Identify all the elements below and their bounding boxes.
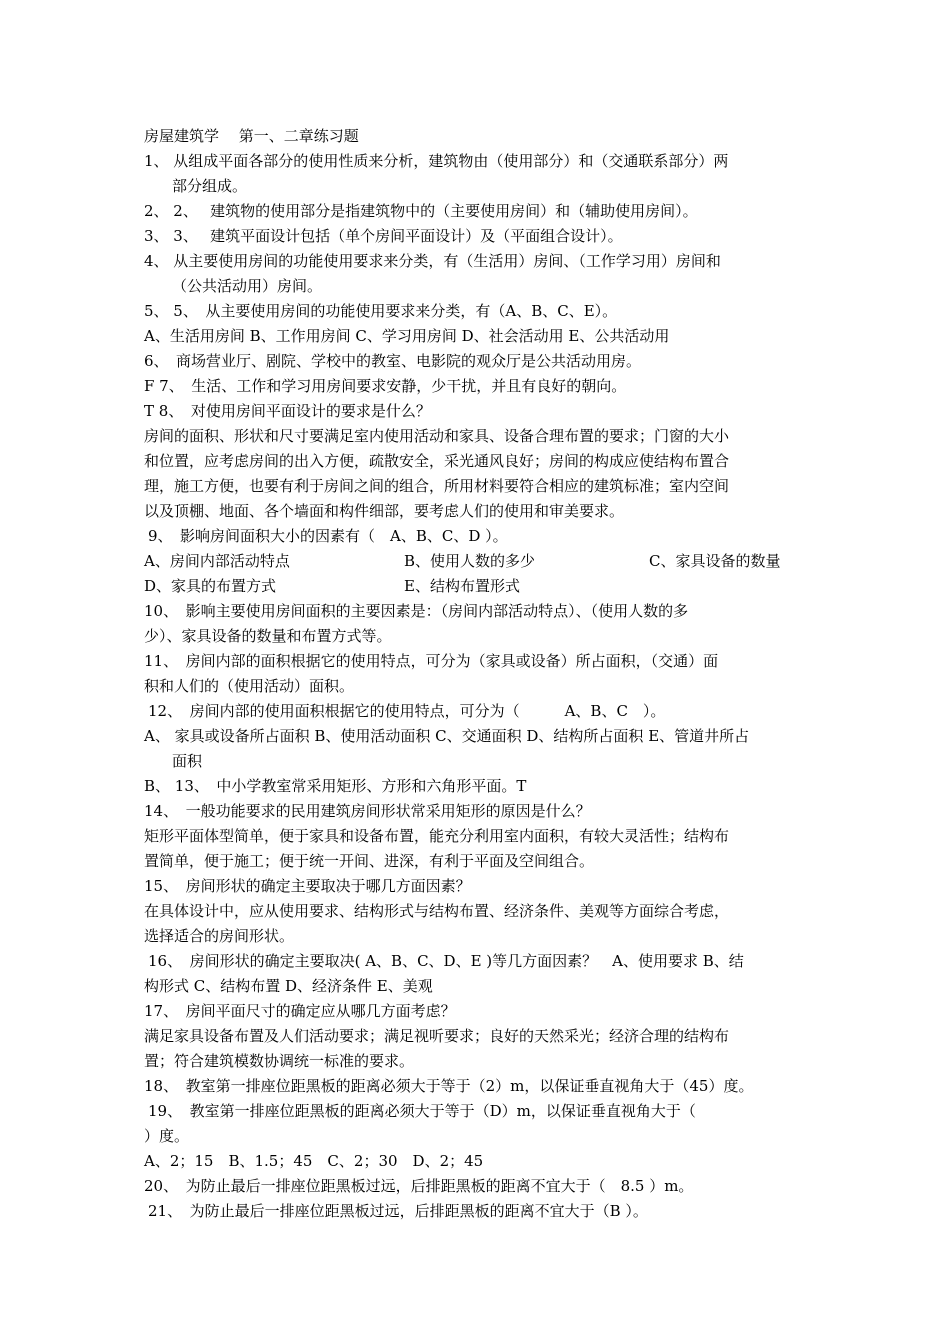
q2-line: 2、 2、 建筑物的使用部分是指建筑物中的（主要使用房间）和（辅助使用房间）。 <box>144 202 698 220</box>
document-title: 房屋建筑学 第一、二章练习题 <box>144 127 359 145</box>
q9-options-row-2 <box>144 574 812 599</box>
q12-options: A、 家具或设备所占面积 B、使用活动面积 C、交通面积 D、结构所占面积 E、管道井所占 <box>144 727 750 745</box>
q9-option-e: E、结构布置形式 <box>404 577 520 595</box>
document-body <box>144 124 812 1224</box>
q8-line: T 8、 对使用房间平面设计的要求是什么？ <box>144 402 431 420</box>
q14-line: 14、 一般功能要求的民用建筑房间形状常采用矩形的原因是什么？ <box>144 802 591 820</box>
q4-line: 4、 从主要使用房间的功能使用要求来分类，有（生活用）房间、（工作学习用）房间和 <box>144 252 721 270</box>
q9-option-c: C、家具设备的数量 <box>649 552 781 570</box>
q16-line-cont: 构形式 C、结构布置 D、经济条件 E、美观 <box>144 977 433 995</box>
q15-line: 15、 房间形状的确定主要取决于哪几方面因素？ <box>144 877 471 895</box>
q17-line: 17、 房间平面尺寸的确定应从哪几方面考虑？ <box>144 1002 456 1020</box>
q19-line-cont: ）度。 <box>144 1127 190 1145</box>
q8-answer-1: 房间的面积、形状和尺寸要满足室内使用活动和家具、设备合理布置的要求；门窗的大小 <box>144 427 730 445</box>
q10-line-cont: 少）、家具设备的数量和布置方式等。 <box>144 627 392 645</box>
q12-options-cont: 面积 <box>172 752 203 770</box>
q8-answer-2: 和位置，应考虑房间的出入方便，疏散安全，采光通风良好；房间的构成应使结构布置合 <box>144 452 730 470</box>
q15-answer-2: 选择适合的房间形状。 <box>144 927 295 945</box>
q6-line: 6、 商场营业厅、剧院、学校中的教室、电影院的观众厅是公共活动用房。 <box>144 352 642 370</box>
q11-line: 11、 房间内部的面积根据它的使用特点，可分为（家具或设备）所占面积，（交通）面 <box>144 652 719 670</box>
q1-line-cont: 部分组成。 <box>172 177 248 195</box>
q8-answer-3: 理，施工方便，也要有利于房间之间的组合，所用材料要符合相应的建筑标准；室内空间 <box>144 477 730 495</box>
q5-options: A、生活用房间 B、工作用房间 C、学习用房间 D、社会活动用 E、公共活动用 <box>144 327 670 345</box>
q10-line: 10、 影响主要使用房间面积的主要因素是：（房间内部活动特点）、（使用人数的多 <box>144 602 689 620</box>
q19-line: 19、 教室第一排座位距黑板的距离必须大于等于（D）m，以保证垂直视角大于（ <box>148 1102 696 1120</box>
q1-line: 1、 从组成平面各部分的使用性质来分析，建筑物由（使用部分）和（交通联系部分）两 <box>144 152 729 170</box>
q9-option-a: A、房间内部活动特点 <box>144 552 290 570</box>
q9-option-empty <box>649 574 812 599</box>
q9-option-b: B、使用人数的多少 <box>404 552 536 570</box>
q9-line: 9、 影响房间面积大小的因素有（ A、B、C、D ）。 <box>148 527 508 545</box>
q3-line: 3、 3、 建筑平面设计包括（单个房间平面设计）及（平面组合设计）。 <box>144 227 623 245</box>
q9-option-d: D、家具的布置方式 <box>144 577 277 595</box>
q9-options-row-1 <box>144 549 812 574</box>
q17-answer-1: 满足家具设备布置及人们活动要求；满足视听要求；良好的天然采光；经济合理的结构布 <box>144 1027 730 1045</box>
q17-answer-2: 置；符合建筑模数协调统一标准的要求。 <box>144 1052 415 1070</box>
q5-line: 5、 5、 从主要使用房间的功能使用要求来分类，有（A、B、C、E）。 <box>144 302 618 320</box>
q13-line: B、 13、 中小学教室常采用矩形、方形和六角形平面。T <box>144 777 527 795</box>
q14-answer-1: 矩形平面体型简单，便于家具和设备布置，能充分利用室内面积，有较大灵活性；结构布 <box>144 827 730 845</box>
q8-answer-4: 以及顶棚、地面、各个墙面和构件细部，要考虑人们的使用和审美要求。 <box>144 502 625 520</box>
q16-line: 16、 房间形状的确定主要取决( A、B、C、D、E )等几方面因素？ A、使用要求 B、结 <box>148 952 744 970</box>
q15-answer-1: 在具体设计中，应从使用要求、结构形式与结构布置、经济条件、美观等方面综合考虑， <box>144 902 730 920</box>
q14-answer-2: 置简单，便于施工；便于统一开间、进深，有利于平面及空间组合。 <box>144 852 595 870</box>
q18-line: 18、 教室第一排座位距黑板的距离必须大于等于（2）m，以保证垂直视角大于（45）度。 <box>144 1077 754 1095</box>
q11-line-cont: 积和人们的（使用活动）面积。 <box>144 677 355 695</box>
q19-options: A、2；15 B、1.5；45 C、2；30 D、2；45 <box>144 1152 484 1170</box>
q20-line: 20、 为防止最后一排座位距黑板过远，后排距黑板的距离不宜大于（ 8.5 ）m。 <box>144 1177 694 1195</box>
q7-line: F 7、 生活、工作和学习用房间要求安静，少干扰，并且有良好的朝向。 <box>144 377 627 395</box>
q12-line: 12、 房间内部的使用面积根据它的使用特点，可分为（ A、B、C ）。 <box>148 702 666 720</box>
q21-line: 21、 为防止最后一排座位距黑板过远，后排距黑板的距离不宜大于（B ）。 <box>148 1202 648 1220</box>
q4-line-cont: （公共活动用）房间。 <box>172 277 323 295</box>
